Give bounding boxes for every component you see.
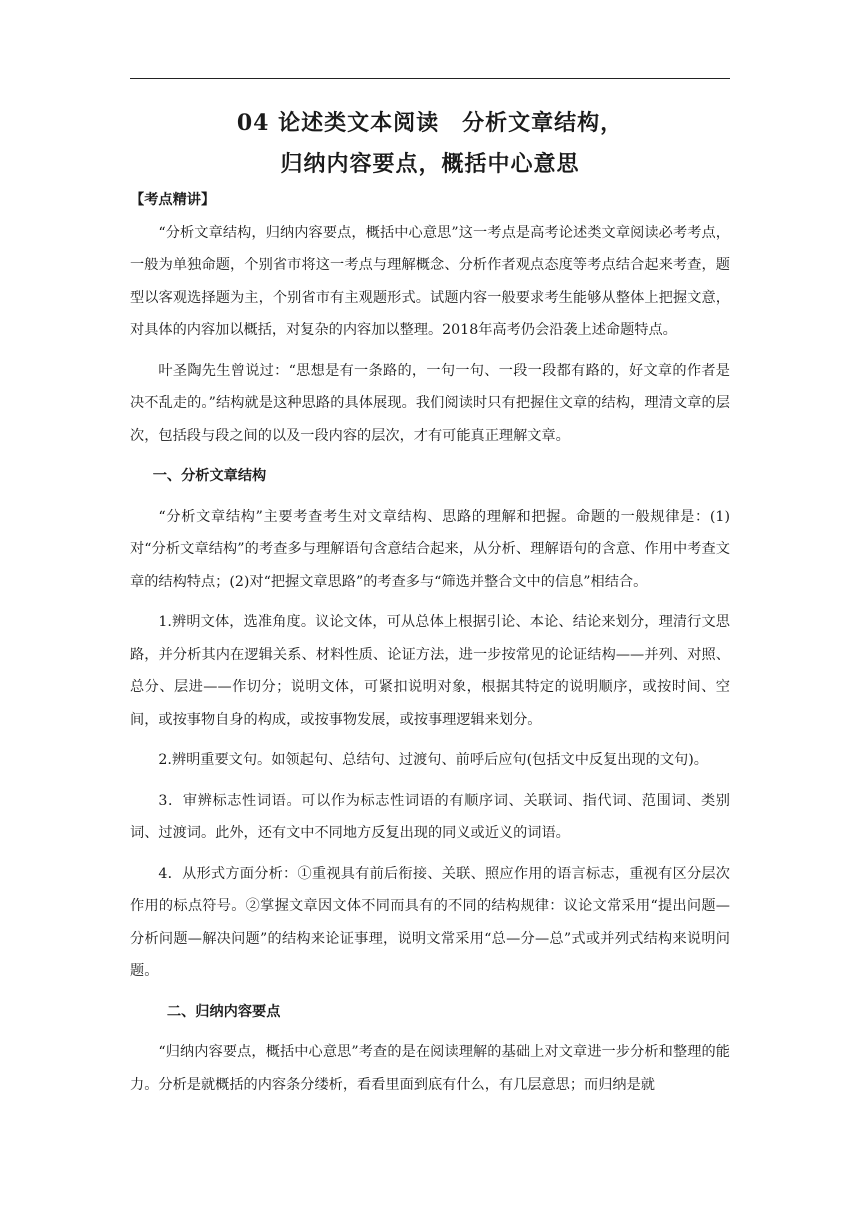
paragraph-7: 4．从形式方面分析：①重视具有前后衔接、关联、照应作用的语言标志，重视有区分层次作用的标点符号。②掌握文章因文体不同而具有的不同的结构规律：议论文常采用“提出问题—分析问题—解决问题”的结构来论证事理，说明文常采用“总—分—总”式或并列式结构来说明问题。 [130,865,730,979]
paragraph-6: 3．审辨标志性词语。可以作为标志性词语的有顺序词、关联词、指代词、范围词、类别词、过渡词。此外，还有文中不同地方反复出现的同义或近义的词语。 [130,792,730,841]
heading-summarize-points: 二、归纳内容要点 [166,1003,281,1020]
paragraph-3: “分析文章结构”主要考查考生对文章结构、思路的理解和把握。命题的一般规律是：(1)对“分析文章结构”的考查多与理解语句含意结合起来，从分析、理解语句的含意、作用中考查文章的结构特点；(2)对“把握文章思路”的考查多与“筛选并整合文中的信息”相结合。 [130,508,730,590]
section-label: 【考点精讲】 [130,192,216,208]
paragraph-1: “分析文章结构，归纳内容要点，概括中心意思”这一考点是高考论述类文章阅读必考考点，一般为单独命题，个别省市将这一考点与理解概念、分析作者观点态度等考点结合起来考查，题型以客观选择题为主，个别省市有主观题形式。试题内容一般要求考生能够从整体上把握文意，对具体的内容加以概括，对复杂的内容加以整理。2018年高考仍会沿袭上述命题特点。 [130,224,730,338]
heading-analyze-structure: 一、分析文章结构 [152,468,267,484]
paragraph-8: “归纳内容要点，概括中心意思”考查的是在阅读理解的基础上对文章进一步分析和整理的能力。分析是就概括的内容条分缕析，看看里面到底有什么，有几层意思；而归纳是就 [130,1044,730,1093]
paragraph-4: 1.辨明文体，选准角度。议论文体，可从总体上根据引论、本论、结论来划分，理清行文思路，并分析其内在逻辑关系、材料性质、论证方法，进一步按常见的论证结构——并列、对照、总分、层进——作切分；说明文体，可紧扣说明对象，根据其特定的说明顺序，或按时间、空间，或按事物自身的构成，或按事物发展，或按事理逻辑来划分。 [130,614,730,728]
page-title-line-1: 04 论述类文本阅读 分析文章结构， [236,110,624,136]
page-title-line-2: 归纳内容要点，概括中心意思 [280,151,580,177]
document-body [130,184,730,1101]
header-rule [130,78,730,79]
paragraph-2: 叶圣陶先生曾说过：“思想是有一条路的，一句一句、一段一段都有路的，好文章的作者是决不乱走的。”结构就是这种思路的具体展现。我们阅读时只有把握住文章的结构，理清文章的层次，包括段与段之间的以及一段内容的层次，才有可能真正理解文章。 [130,362,730,444]
paragraph-5: 2.辨明重要文句。如领起句、总结句、过渡句、前呼后应句(包括文中反复出现的文句)。 [158,752,708,768]
